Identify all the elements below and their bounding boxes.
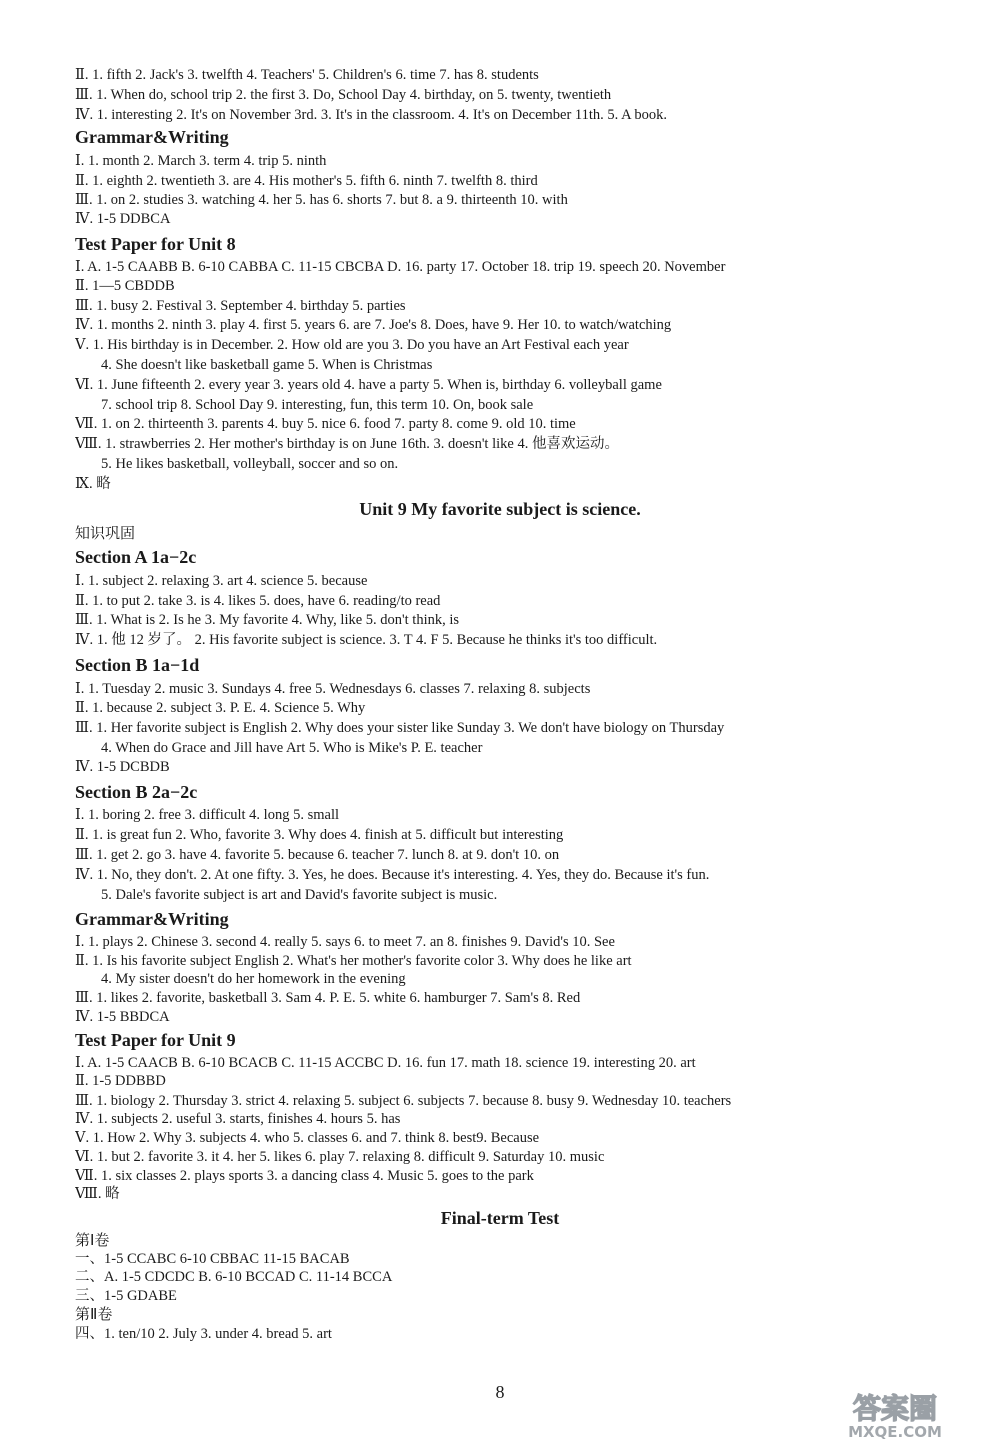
section-heading: Grammar&Writing: [75, 127, 229, 147]
answer-line: Ⅳ. 1-5 DDBCA: [75, 211, 171, 227]
answer-line: Ⅳ. 1. interesting 2. It's on November 3rd. 3. It's in the classroom. 4. It's on December 11th. 5. A book.: [75, 107, 668, 123]
answer-line: Ⅰ. A. 1-5 CAACB B. 6-10 BCACB C. 11-15 ACCBC D. 16. fun 17. math 18. science 19. interesting 20. art: [75, 1055, 696, 1071]
answer-line: Ⅳ. 1. months 2. ninth 3. play 4. first 5. years 6. are 7. Joe's 8. Does, have 9. Her 10. to watch/watching: [75, 317, 672, 333]
answer-line: Ⅳ. 1. 他 12 岁了。 2. His favorite subject is science. 3. T 4. F 5. Because he thinks it's too difficult.: [75, 632, 658, 648]
answer-line: Ⅲ. 1. What is 2. Is he 3. My favorite 4. Why, like 5. don't think, is: [75, 612, 460, 628]
answer-line: Ⅲ. 1. busy 2. Festival 3. September 4. birthday 5. parties: [75, 298, 406, 314]
answer-line: Ⅰ. A. 1-5 CAABB B. 6-10 CABBA C. 11-15 CBCBA D. 16. party 17. October 18. trip 19. speech 20. November: [75, 259, 726, 275]
answer-line: Ⅰ. 1. month 2. March 3. term 4. trip 5. ninth: [75, 153, 327, 169]
subsection-label: 知识巩固: [75, 524, 136, 542]
answer-line: 4. My sister doesn't do her homework in the evening: [101, 971, 406, 987]
answer-line: Ⅶ. 1. six classes 2. plays sports 3. a dancing class 4. Music 5. goes to the park: [75, 1168, 534, 1184]
section-heading: Section B 2a−2c: [75, 782, 198, 802]
unit-title: Unit 9 My favorite subject is science.: [359, 499, 641, 519]
volume-label: 第Ⅰ卷: [75, 1231, 110, 1249]
answer-line: Ⅴ. 1. His birthday is in December. 2. How old are you 3. Do you have an Art Festival each year: [75, 337, 629, 353]
answer-line: Ⅳ. 1. subjects 2. useful 3. starts, finishes 4. hours 5. has: [75, 1111, 401, 1127]
answer-line: Ⅱ. 1. to put 2. take 3. is 4. likes 5. does, have 6. reading/to read: [75, 593, 441, 609]
answer-line: 5. He likes basketball, volleyball, soccer and so on.: [101, 456, 399, 472]
page-number: 8: [495, 1382, 505, 1402]
answer-line: Ⅷ. 1. strawberries 2. Her mother's birthday is on June 16th. 3. doesn't like 4. 他喜欢运动。: [75, 436, 619, 452]
section-heading: Test Paper for Unit 9: [75, 1030, 236, 1050]
answer-line: Ⅶ. 1. on 2. thirteenth 3. parents 4. buy 5. nice 6. food 7. party 8. come 9. old 10. time: [75, 416, 576, 432]
answer-line: Ⅰ. 1. plays 2. Chinese 3. second 4. really 5. says 6. to meet 7. an 8. finishes 9. David's 10. See: [75, 934, 615, 950]
answer-line: Ⅱ. 1. Is his favorite subject English 2. What's her mother's favorite color 3. Why does he like art: [75, 953, 632, 969]
section-heading: Test Paper for Unit 8: [75, 234, 236, 254]
answer-line: Ⅴ. 1. How 2. Why 3. subjects 4. who 5. classes 6. and 7. think 8. best9. Because: [75, 1130, 540, 1146]
answer-line: 5. Dale's favorite subject is art and David's favorite subject is music.: [101, 887, 498, 903]
section-heading: Section A 1a−2c: [75, 547, 197, 567]
answer-line: 二、A. 1-5 CDCDC B. 6-10 BCCAD C. 11-14 BCCA: [75, 1269, 393, 1285]
answer-line: Ⅱ. 1. eighth 2. twentieth 3. are 4. His mother's 5. fifth 6. ninth 7. twelfth 8. third: [75, 173, 538, 189]
answer-line: Ⅲ. 1. Her favorite subject is English 2. Why does your sister like Sunday 3. We don't have biology on Thursday: [75, 720, 725, 736]
answer-line: Ⅱ. 1. is great fun 2. Who, favorite 3. Why does 4. finish at 5. difficult but interesting: [75, 827, 564, 843]
watermark-domain: MXQE.COM: [848, 1423, 942, 1440]
answer-line: Ⅱ. 1. fifth 2. Jack's 3. twelfth 4. Teachers' 5. Children's 6. time 7. has 8. students: [75, 67, 539, 83]
section-heading: Section B 1a−1d: [75, 655, 200, 675]
answer-line: Ⅲ. 1. likes 2. favorite, basketball 3. Sam 4. P. E. 5. white 6. hamburger 7. Sam's 8. Red: [75, 990, 581, 1006]
answer-line: Ⅰ. 1. Tuesday 2. music 3. Sundays 4. free 5. Wednesdays 6. classes 7. relaxing 8. subjects: [75, 681, 591, 697]
answer-line: Ⅲ. 1. get 2. go 3. have 4. favorite 5. because 6. teacher 7. lunch 8. at 9. don't 10. on: [75, 847, 560, 863]
answer-line: Ⅷ. 略: [75, 1186, 120, 1202]
answer-line: Ⅳ. 1. No, they don't. 2. At one fifty. 3. Yes, he does. Because it's interesting. 4. Yes, they do. Because it's fun.: [75, 867, 710, 883]
answer-line: 四、1. ten/10 2. July 3. under 4. bread 5. art: [75, 1326, 332, 1342]
answer-line: Ⅲ. 1. biology 2. Thursday 3. strict 4. relaxing 5. subject 6. subjects 7. because 8. busy 9. Wednesday 10. teachers: [75, 1093, 732, 1109]
answer-line: Ⅲ. 1. When do, school trip 2. the first 3. Do, School Day 4. birthday, on 5. twenty, twentieth: [75, 87, 612, 103]
answer-line: Ⅱ. 1—5 CBDDB: [75, 278, 175, 294]
answer-line: 7. school trip 8. School Day 9. interesting, fun, this term 10. On, book sale: [101, 397, 534, 413]
watermark-text: 答案圈: [852, 1392, 938, 1425]
answer-line: Ⅵ. 1. June fifteenth 2. every year 3. years old 4. have a party 5. When is, birthday 6. volleyball game: [75, 377, 662, 393]
answer-line: Ⅰ. 1. subject 2. relaxing 3. art 4. science 5. because: [75, 573, 368, 589]
volume-label: 第Ⅱ卷: [75, 1305, 113, 1323]
answer-line: Ⅵ. 1. but 2. favorite 3. it 4. her 5. likes 6. play 7. relaxing 8. difficult 9. Saturday 10. music: [75, 1149, 605, 1165]
answer-line: Ⅱ. 1. because 2. subject 3. P. E. 4. Science 5. Why: [75, 700, 366, 716]
answer-line: 三、1-5 GDABE: [75, 1288, 177, 1304]
answer-line: Ⅰ. 1. boring 2. free 3. difficult 4. long 5. small: [75, 807, 340, 823]
section-heading: Grammar&Writing: [75, 909, 229, 929]
watermark-logo: [800, 1388, 990, 1440]
answer-line: 一、1-5 CCABC 6-10 CBBAC 11-15 BACAB: [75, 1251, 350, 1267]
answer-line: Ⅳ. 1-5 DCBDB: [75, 759, 170, 775]
answer-line: Ⅸ. 略: [75, 476, 111, 492]
answer-line: Ⅱ. 1-5 DDBBD: [75, 1073, 166, 1089]
answer-line: 4. When do Grace and Jill have Art 5. Who is Mike's P. E. teacher: [101, 740, 483, 756]
answer-line: Ⅲ. 1. on 2. studies 3. watching 4. her 5. has 6. shorts 7. but 8. a 9. thirteenth 10. with: [75, 192, 568, 208]
answer-line: Ⅳ. 1-5 BBDCA: [75, 1009, 170, 1025]
test-title: Final-term Test: [440, 1208, 560, 1228]
answer-line: 4. She doesn't like basketball game 5. When is Christmas: [101, 357, 433, 373]
